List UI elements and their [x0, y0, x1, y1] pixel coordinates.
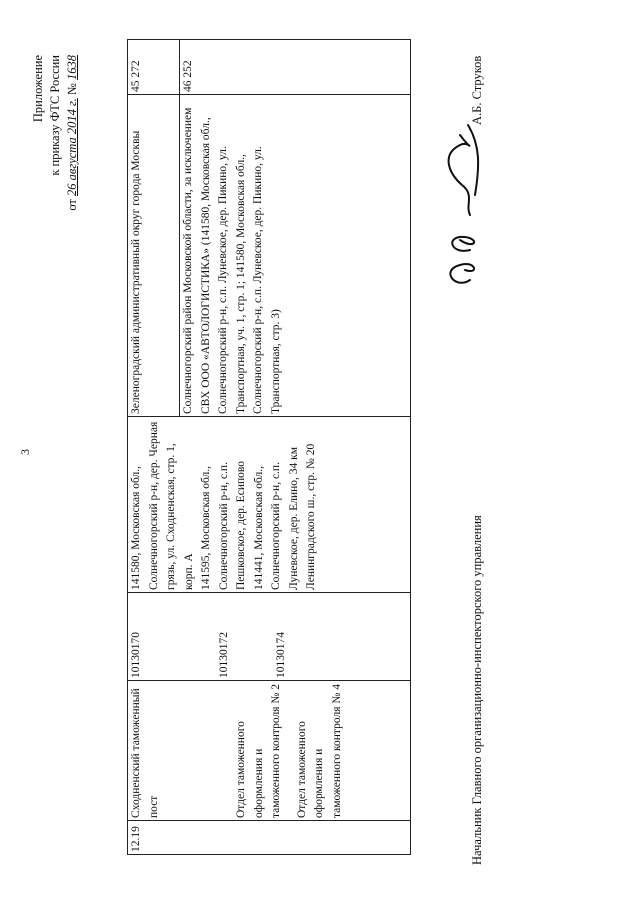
order-reference: к приказу ФТС России — [48, 55, 62, 176]
territory: Солнечногорский район Московской области, за исключением СВХ ООО «АВТОЛОГИСТИКА» (141580, Московская обл., Солнечногорский р-н, с.п. Луневское, дер. Пикино, ул. Транспортная, уч. 1, стр. 1; 141580, Московская обл., Солнечногорский р-н, с.п. Луневское, дер. Пикино, ул. Транспортная, стр. 3) — [180, 95, 411, 417]
unit-code: 10130172 — [217, 632, 230, 678]
signatory-position: Начальник Главного организационно-инспекторского управления — [470, 515, 484, 865]
post-codes — [128, 593, 411, 681]
order-number: 1638 — [65, 55, 79, 80]
unit-address: 141441, Московская обл., Солнечногорский р-н, с.п. Луневское, дер. Елино, 34 км Ленинградского ш., стр. № 20 — [252, 443, 317, 590]
oktmo-code: 45 272 — [128, 40, 180, 95]
signatory-name: А.Б. Струков — [470, 55, 484, 125]
territory: Зеленоградский административный округ города Москвы — [128, 95, 180, 417]
handwritten-signature — [430, 95, 490, 295]
row-index: 12.19 — [128, 821, 411, 855]
table-row — [128, 40, 180, 855]
post-name: Сходненский таможенный пост Отдел таможенного оформления и таможенного контроля № 2 Отдел таможенного оформления и таможенного контроля № 4 — [128, 681, 411, 821]
order-date: 26 августа 2014 г. — [65, 98, 79, 196]
unit-name: Отдел таможенного оформления и таможенного контроля № 2 — [235, 684, 282, 818]
number-prefix: № — [65, 83, 79, 96]
oktmo-code: 46 252 — [180, 40, 411, 95]
date-prefix: от — [65, 199, 79, 211]
unit-name: Отдел таможенного оформления и таможенного контроля № 4 — [295, 684, 343, 818]
unit-address: 141595, Московская обл., Солнечногорский р-н, с.п. Пешковское, дер. Есипово — [200, 461, 247, 590]
unit-address: 141580, Московская обл., Солнечногорский р-н, дер. Черная грязь, ул. Сходненская, стр. 1, корп. А — [130, 421, 195, 590]
order-date-line — [64, 55, 81, 305]
unit-code: 10130170 — [130, 632, 142, 678]
page-number: 3 — [18, 449, 32, 455]
appendix-title: Приложение — [31, 55, 45, 123]
customs-posts-table — [127, 39, 411, 855]
post-addresses — [128, 417, 411, 593]
unit-code: 10130174 — [275, 632, 287, 678]
appendix-header — [30, 55, 81, 305]
